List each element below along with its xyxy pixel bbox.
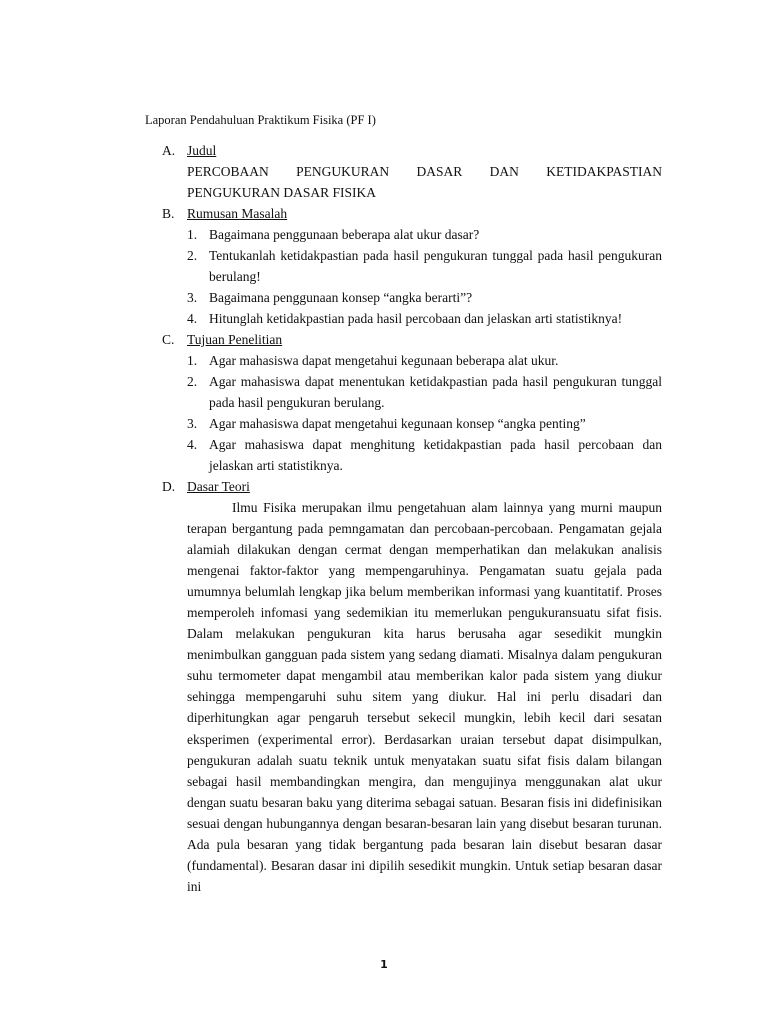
list-item: 1. Bagaimana penggunaan beberapa alat ukur dasar? — [187, 227, 480, 242]
page-header: Laporan Pendahuluan Praktikum Fisika (PF I) — [145, 113, 376, 127]
list-item: 2. Tentukanlah ketidakpastian pada hasil pengukuran tunggal pada hasil pengukuran berulang! — [187, 248, 662, 284]
section-letter: C. — [162, 332, 175, 347]
section-judul — [162, 140, 662, 203]
title-line-2: PENGUKURAN DASAR FISIKA — [187, 185, 377, 200]
section-title: Rumusan Masalah — [187, 206, 288, 221]
title-text — [187, 161, 662, 203]
section-dasar-teori — [162, 476, 662, 897]
title-line-1: PERCOBAAN PENGUKURAN DASAR DAN KETIDAKPASTIAN — [187, 164, 662, 179]
list-item: 4. Hitunglah ketidakpastian pada hasil percobaan dan jelaskan arti statistiknya! — [187, 311, 623, 326]
section-tujuan-penelitian — [162, 329, 662, 476]
section-letter: D. — [162, 479, 176, 494]
list-item: 3. Bagaimana penggunaan konsep “angka berarti”? — [187, 290, 473, 305]
section-rumusan-masalah — [162, 203, 662, 329]
problem-list — [187, 224, 662, 329]
list-item: 2. Agar mahasiswa dapat menentukan ketidakpastian pada hasil pengukuran tunggal pada hasil pengukuran berulang. — [187, 374, 662, 410]
page-number: 1 — [380, 958, 388, 971]
objective-list — [187, 350, 662, 476]
section-letter: A. — [162, 143, 176, 158]
section-title: Tujuan Penelitian — [187, 332, 283, 347]
list-item: 3. Agar mahasiswa dapat mengetahui kegunaan konsep “angka penting” — [187, 416, 586, 431]
section-title: Judul — [187, 143, 217, 158]
list-item: 1. Agar mahasiswa dapat mengetahui kegunaan beberapa alat ukur. — [187, 353, 559, 368]
section-letter: B. — [162, 206, 175, 221]
list-item: 4. Agar mahasiswa dapat menghitung ketidakpastian pada hasil percobaan dan jelaskan arti statistiknya. — [187, 437, 662, 473]
section-title: Dasar Teori — [187, 479, 250, 494]
document-body — [162, 140, 662, 897]
theory-paragraph: Ilmu Fisika merupakan ilmu pengetahuan alam lainnya yang murni maupun terapan bergantung pada pemngamatan dan percobaan-percobaan. Pengamatan gejala alamiah dilakukan dengan cermat dengan memperhatikan dan melakukan analisis mengenai faktor-faktor yang mempengaruhinya. Pengamatan suatu gejala pada umumnya belumlah lengkap jika belum memberikan informasi yang kuantitatif. Proses memperoleh infomasi yang sedemikian itu memerlukan pengukuransuatu sifat fisis. Dalam melakukan pengukuran kita harus berusaha agar sesedikit mungkin menimbulkan gangguan pada sistem yang sedang diamati. Misalnya dalam pengukuran suhu termometer dapat mengambil atau memberikan kalor pada sistem yang diukur sehingga mempengaruhi suhu sitem yang diukur. Hal ini perlu disadari dan diperhitungkan agar pengaruh tersebut sekecil mungkin, lebih kecil dari sesatan eksperimen (experimental error). Berdasarkan uraian tersebut dapat disimpulkan, pengukuran adalah suatu teknik untuk menyatakan suatu sifat fisis dalam bilangan sebagai hasil membandingkan mengira, dan mengujinya menggunakan alat ukur dengan suatu besaran baku yang diterima sebagai satuan. Besaran fisis ini didefinisikan sesuai dengan hubungannya dengan besaran-besaran lain yang disebut besaran turunan. Ada pula besaran yang tidak bergantung pada besaran lain disebut besaran dasar (fundamental). Besaran dasar ini dipilih sesedikit mungkin. Untuk setiap besaran dasar ini — [187, 500, 662, 894]
